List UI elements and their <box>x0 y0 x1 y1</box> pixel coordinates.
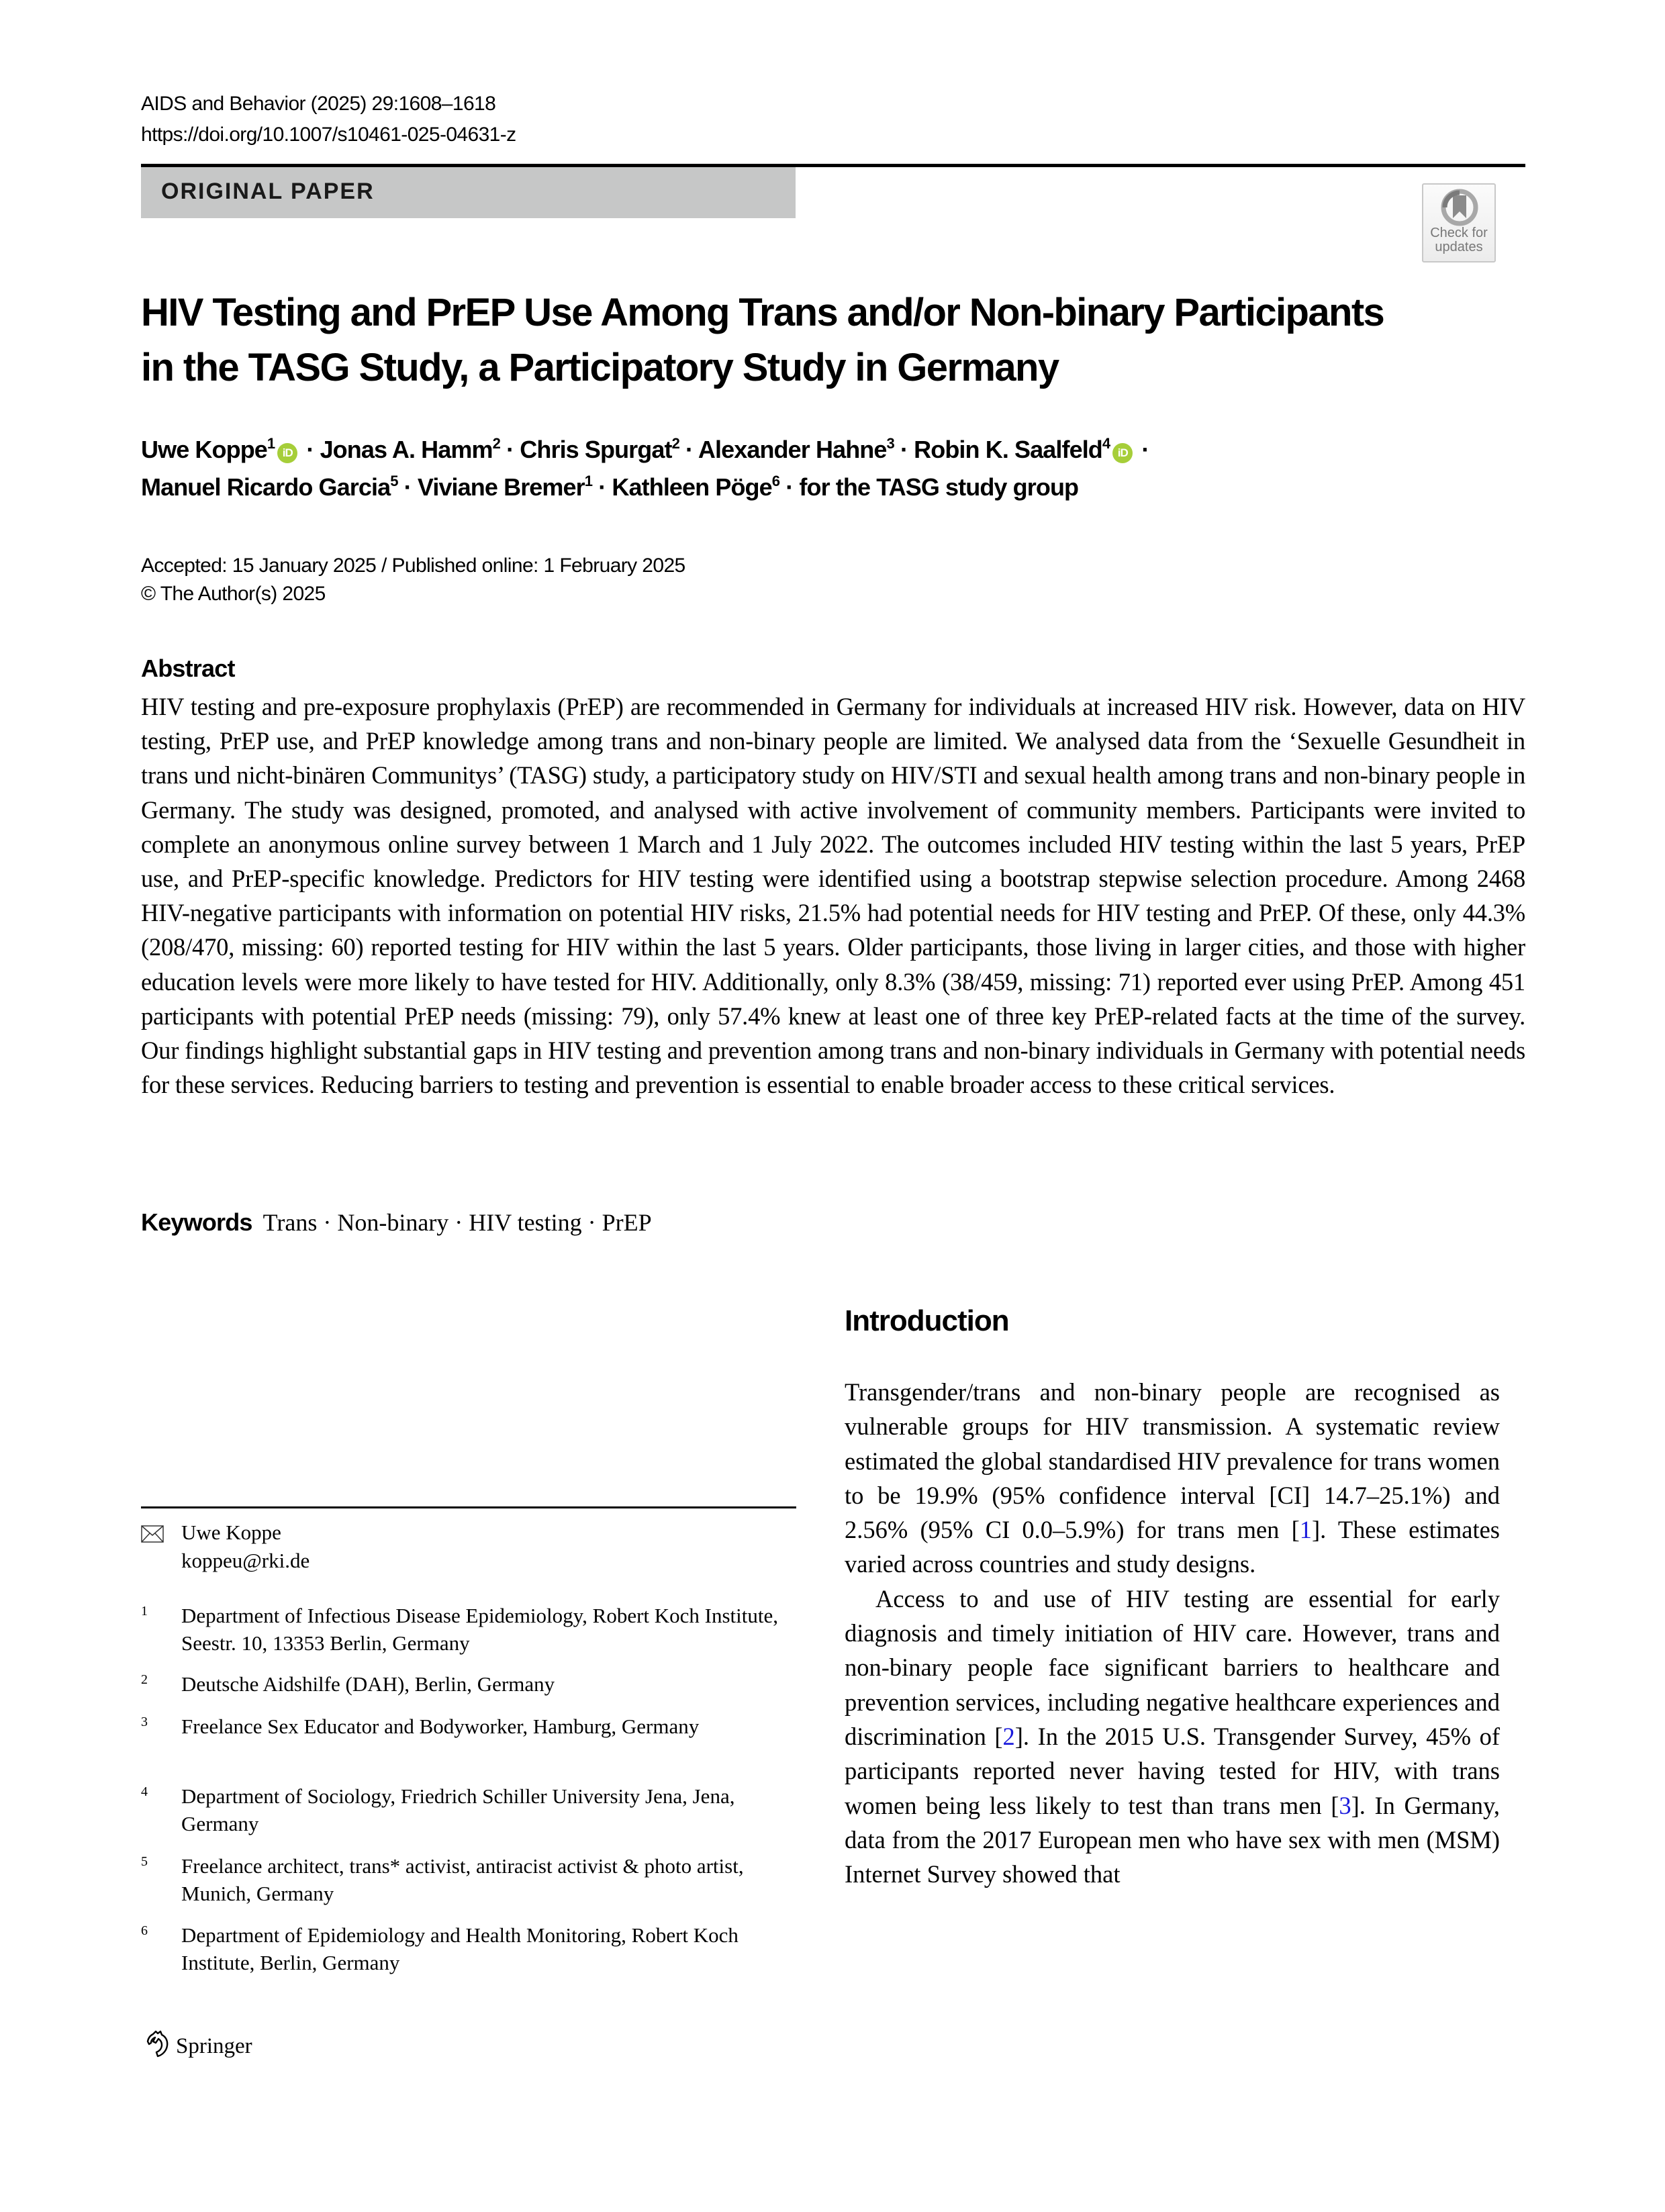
orcid-icon[interactable]: iD <box>277 443 297 463</box>
author-line-2 <box>141 469 1417 506</box>
article-type-bar <box>141 167 796 218</box>
corresponding-author-name: Uwe Koppe <box>181 1521 281 1544</box>
affiliation-number: 6 <box>141 1923 148 1938</box>
title-line-1: HIV Testing and PrEP Use Among Trans and/or Non-binary Participants <box>141 291 1384 334</box>
orcid-icon[interactable]: iD <box>1112 443 1133 463</box>
author-group: for the TASG study group <box>799 473 1079 501</box>
affiliation-text: Freelance architect, trans* activist, antiracist activist & photo artist, Munich, Germany <box>181 1854 744 1905</box>
reference-link[interactable]: 1 <box>1299 1516 1313 1544</box>
publication-dates <box>141 552 685 608</box>
abstract-heading: Abstract <box>141 655 235 682</box>
affiliation-marker: 1 <box>267 435 275 452</box>
affiliation-number: 4 <box>141 1784 148 1799</box>
journal-citation: AIDS and Behavior (2025) 29:1608–1618 <box>141 93 496 115</box>
springer-horse-icon <box>146 2030 171 2060</box>
keywords-label: Keywords <box>141 1208 252 1236</box>
author-separator: · <box>894 436 914 463</box>
affiliation-text: Department of Epidemiology and Health Monitoring, Robert Koch Institute, Berlin, Germany <box>181 1923 739 1974</box>
affiliation-marker: 5 <box>390 473 398 489</box>
copyright-notice: © The Author(s) 2025 <box>141 583 326 605</box>
affiliation-marker: 4 <box>1102 435 1110 452</box>
affiliation-number: 5 <box>141 1854 148 1869</box>
affiliation-text: Freelance Sex Educator and Bodyworker, Hamburg, Germany <box>181 1715 700 1738</box>
publisher-name: Springer <box>176 2034 252 2058</box>
affiliation-marker: 3 <box>886 435 894 452</box>
paragraph: Transgender/trans and non-binary people are recognised as vulnerable groups for HIV transmission. A systematic review estimated the global standardised HIV prevalence for trans women to be 19.9% (95% confidence interval [CI] 14.7–25.1%) and 2.56% (95% CI 0.0–5.9%) for trans men [1]. These estimates varied across countries and study designs. <box>845 1378 1500 1578</box>
abstract-text: HIV testing and pre-exposure prophylaxis (PrEP) are recommended in Germany for individuals at increased HIV risk. However, data on HIV testing, PrEP use, and PrEP knowledge among trans and non-binary people are limited. We analysed data from the ‘Sexuelle Gesundheit in trans und nicht-binären Communitys’ (TASG) study, a participatory study on HIV/STI and sexual health among trans and non-binary people in Germany. The study was designed, promoted, and analysed with active involvement of community members. Participants were invited to complete an anonymous online survey between 1 March and 1 July 2022. The outcomes included HIV testing within the last 5 years, PrEP use, and PrEP-specific knowledge. Predictors for HIV testing were identified using a bootstrap stepwise selection procedure. Among 2468 HIV-negative participants with information on potential HIV risks, 21.5% had potential needs for HIV testing and PrEP. Of these, only 44.3% (208/470, missing: 60) reported testing for HIV within the last 5 years. Older participants, those living in larger cities, and those with higher education levels were more likely to have tested for HIV. Additionally, only 8.3% (38/459, missing: 71) reported ever using PrEP. Among 451 participants with potential PrEP needs (missing: 79), only 57.4% knew at least one of three key PrEP-related facts at the time of the survey. Our findings highlight substantial gaps in HIV testing and prevention among trans and non-binary individuals in Germany with potential needs for these services. Reducing barriers to testing and prevention is essential to enable broader access to these critical services. <box>141 693 1525 1099</box>
author-separator: · <box>779 473 800 501</box>
reference-link[interactable]: 3 <box>1339 1791 1351 1819</box>
affiliation-text: Deutsche Aidshilfe (DAH), Berlin, Germany <box>181 1672 555 1696</box>
affiliation-marker: 6 <box>771 473 780 489</box>
affiliation-marker: 2 <box>492 435 500 452</box>
author-line-1 <box>141 431 1417 469</box>
author-name[interactable]: Chris Spurgat <box>520 436 672 463</box>
author-name[interactable]: Kathleen Pöge <box>612 473 772 501</box>
accepted-published-date: Accepted: 15 January 2025 / Published online: 1 February 2025 <box>141 555 685 577</box>
introduction-body <box>845 1375 1500 1891</box>
author-separator: · <box>679 436 698 463</box>
author-name[interactable]: Jonas A. Hamm <box>320 436 493 463</box>
affiliation-text: Department of Infectious Disease Epidemiology, Robert Koch Institute, Seestr. 10, 13353 Berlin, Germany <box>181 1604 779 1655</box>
author-separator: · <box>300 436 320 463</box>
affiliation-number: 3 <box>141 1715 148 1729</box>
corresponding-author-email[interactable]: koppeu@rki.de <box>181 1549 310 1572</box>
article-title <box>141 285 1450 395</box>
affiliation-text: Department of Sociology, Friedrich Schiller University Jena, Jena, Germany <box>181 1784 735 1835</box>
keywords <box>141 1206 652 1239</box>
reference-link[interactable]: 2 <box>1002 1722 1015 1750</box>
author-name[interactable]: Uwe Koppe <box>141 436 267 463</box>
author-separator: · <box>1135 436 1149 463</box>
check-for-updates-button[interactable] <box>1422 183 1496 262</box>
author-name[interactable]: Viviane Bremer <box>417 473 585 501</box>
article-type-label: ORIGINAL PAPER <box>161 179 375 204</box>
affiliation-number: 1 <box>141 1604 148 1619</box>
author-name[interactable]: Robin K. Saalfeld <box>914 436 1102 463</box>
author-separator: · <box>592 473 612 501</box>
footnote-rule <box>141 1506 796 1508</box>
affiliation-number: 2 <box>141 1672 148 1687</box>
check-for-updates-label: Check for updates <box>1430 226 1488 254</box>
title-line-2: in the TASG Study, a Participatory Study in Germany <box>141 346 1059 389</box>
affiliation-marker: 2 <box>671 435 679 452</box>
affiliation-marker: 1 <box>584 473 593 489</box>
author-separator: · <box>500 436 520 463</box>
doi-link[interactable]: https://doi.org/10.1007/s10461-025-04631-z <box>141 124 516 146</box>
author-name[interactable]: Alexander Hahne <box>698 436 887 463</box>
bookmark-circle-icon <box>1441 189 1478 226</box>
envelope-icon <box>141 1525 164 1543</box>
keywords-list: Trans · Non-binary · HIV testing · PrEP <box>263 1209 652 1236</box>
author-list <box>141 431 1417 506</box>
author-separator: · <box>397 473 418 501</box>
author-name[interactable]: Manuel Ricardo Garcia <box>141 473 391 501</box>
section-heading-introduction: Introduction <box>845 1304 1009 1337</box>
paragraph: Access to and use of HIV testing are essential for early diagnosis and timely initiation of HIV care. However, trans and non-binary people face significant barriers to healthcare and prevention services, including negative healthcare experiences and discrimination [2]. In the 2015 U.S. Transgender Survey, 45% of participants reported never having tested for HIV, with trans women being less likely to test than trans men [3]. In Germany, data from the 2017 European men who have sex with men (MSM) Internet Survey showed that <box>845 1584 1501 1888</box>
journal-header <box>141 89 516 150</box>
